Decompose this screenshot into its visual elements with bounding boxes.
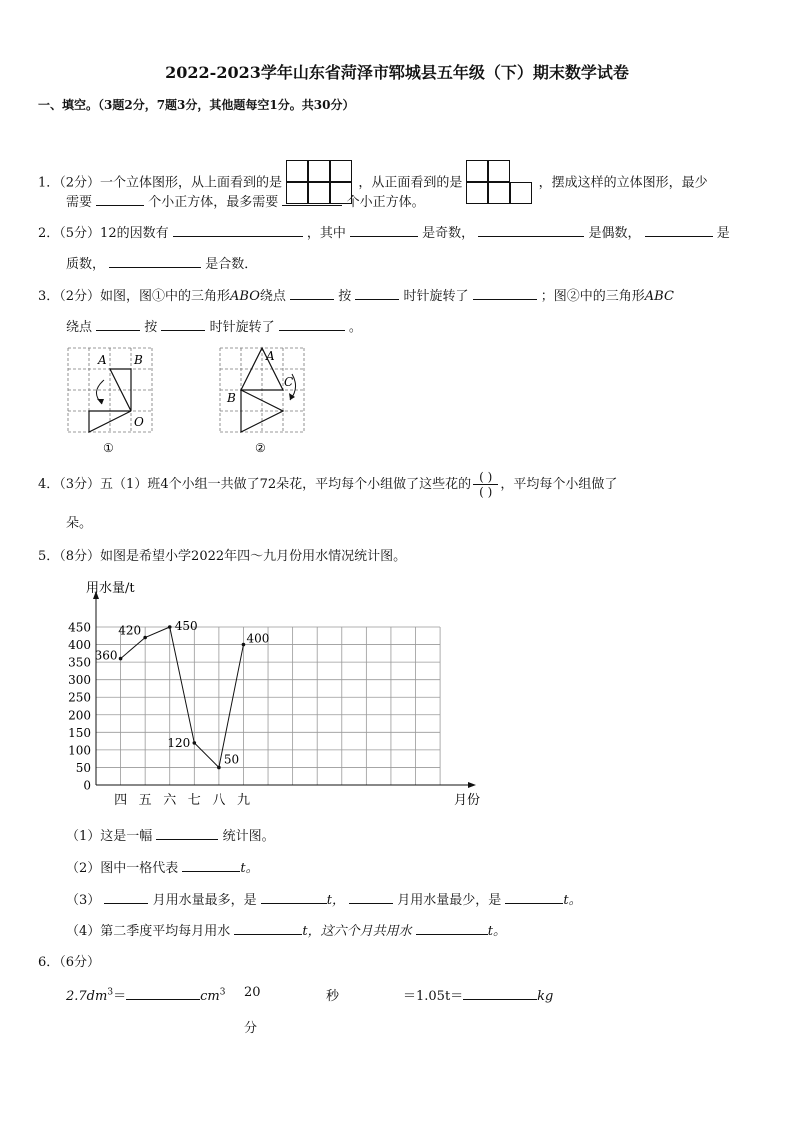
answer-blank[interactable] [104, 890, 148, 904]
q1-text-f: 个小正方体。 [346, 195, 425, 210]
q3-text-c: 按 [338, 289, 352, 304]
q6-a3-sup: 3 [219, 987, 226, 998]
data-label: 400 [246, 631, 270, 646]
q2-text-a: 2．（5分）12的因数有 [38, 226, 169, 241]
q5-s4a: （4）第二季度平均每月用水 [66, 924, 231, 939]
q3-text-d: 时针旋转了 [403, 289, 469, 304]
y-tick-label: 400 [68, 638, 91, 653]
answer-blank[interactable] [261, 890, 327, 904]
y-tick-label: 200 [68, 708, 91, 723]
question-5-part-1 [66, 825, 275, 844]
answer-blank[interactable] [282, 192, 342, 206]
x-tick-label: 七 [187, 793, 201, 808]
label-o: O [134, 415, 144, 429]
answer-blank[interactable] [173, 223, 303, 237]
label-c: C [284, 375, 294, 389]
question-2-line2 [66, 253, 257, 272]
q5-s3b: 月用水量最多，是 [152, 893, 257, 908]
fraction-denominator: ( ) [479, 485, 493, 499]
answer-blank[interactable] [416, 921, 488, 935]
q3-text-b: 绕点 [259, 289, 286, 304]
water-usage-chart [56, 570, 496, 815]
figure-caption: ② [255, 441, 266, 455]
y-tick-label: 100 [68, 743, 91, 758]
q6-a2: ＝ [113, 989, 127, 1004]
q4-text-b: ，平均每个小组做了 [500, 477, 618, 492]
chart-grid [96, 627, 440, 785]
question-6-row [66, 985, 225, 1004]
answer-blank[interactable] [350, 223, 418, 237]
y-tick-label: 450 [68, 620, 91, 635]
question-4 [38, 470, 617, 499]
page-title: 2022-2023学年山东省菏泽市郓城县五年级（下）期末数学试卷 [165, 63, 629, 82]
q6-b1: 20 [244, 985, 261, 1000]
y-tick-label: 350 [68, 655, 91, 670]
q6-d2: kg [537, 989, 554, 1004]
x-tick-label: 四 [114, 793, 128, 808]
answer-blank[interactable] [96, 192, 144, 206]
arrowhead-icon [97, 399, 104, 404]
answer-blank[interactable] [109, 254, 201, 268]
data-point [193, 741, 197, 745]
x-tick-label: 八 [212, 793, 226, 808]
x-tick-label: 九 [236, 793, 250, 808]
triangle-abc-label: ABC [644, 289, 674, 304]
answer-blank[interactable] [96, 317, 140, 331]
answer-blank[interactable] [182, 858, 240, 872]
q5-s2a: （2）图中一格代表 [66, 861, 179, 876]
q1-text-a: 1．（2分）一个立体图形，从上面看到的是 [38, 175, 283, 191]
q6-a1-sup: 3 [107, 987, 114, 998]
answer-blank[interactable] [290, 286, 334, 300]
data-label: 360 [94, 648, 118, 663]
q2-text-e: 是 [716, 226, 730, 241]
answer-blank[interactable] [126, 986, 200, 1000]
answer-blank[interactable] [478, 223, 584, 237]
y-tick-label: 250 [68, 690, 91, 705]
q4-text-a: 4．（3分）五（1）班4个小组一共做了72朵花，平均每个小组做了这些花的 [38, 477, 472, 492]
q6-c1: 秒 [326, 989, 340, 1004]
front-view-shape [466, 160, 534, 206]
data-point [217, 766, 221, 770]
label-a: A [266, 349, 275, 363]
q5-s2b: t。 [240, 861, 259, 876]
q2-text-g: 是合数． [205, 257, 258, 272]
x-axis-arrow-icon [468, 782, 476, 788]
answer-blank[interactable] [463, 986, 537, 1000]
answer-blank[interactable] [349, 890, 393, 904]
triangle-abo-label: ABO [230, 289, 260, 304]
fraction-numerator: ( ) [473, 470, 498, 485]
q3-text-a: 3．（2分）如图，图①中的三角形 [38, 289, 231, 304]
q6-head: 6．（6分） [38, 955, 101, 970]
rotation-figure-1 [60, 342, 160, 457]
answer-blank[interactable] [279, 317, 345, 331]
q5-s4c: t。 [487, 924, 507, 939]
chart-labels [68, 580, 480, 808]
label-b: B [134, 353, 143, 367]
question-2 [38, 222, 730, 241]
q5-s3c: t， [326, 893, 345, 908]
q2-text-c: 是奇数， [422, 226, 475, 241]
y-axis-label: 用水量/t [86, 581, 135, 596]
x-tick-label: 五 [138, 793, 152, 808]
section-heading: 一、填空。（3题2分，7题3分，其他题每空1分。共30分） [38, 98, 355, 112]
answer-blank[interactable] [645, 223, 713, 237]
figure-caption: ① [103, 441, 114, 455]
y-tick-label: 300 [68, 673, 91, 688]
answer-blank[interactable] [355, 286, 399, 300]
q5-s1b: 统计图。 [222, 829, 275, 844]
q5-intro: 5．（8分）如图是希望小学2022年四～九月份用水情况统计图。 [38, 549, 407, 564]
q5-s3e: t。 [563, 893, 582, 908]
question-5-part-2 [66, 857, 259, 876]
y-tick-label: 150 [68, 725, 91, 740]
q6-d [403, 985, 553, 1004]
q6-a3: cm [200, 989, 220, 1004]
answer-blank[interactable] [161, 317, 205, 331]
rotation-figure-2 [212, 342, 312, 457]
q3-text-e: ；图②中的三角形 [540, 289, 645, 304]
question-3-line2 [66, 316, 362, 335]
q5-s4b: t，这六个月共用水 [302, 924, 412, 939]
chart-axes [93, 591, 476, 788]
question-6 [38, 951, 100, 970]
data-point [168, 625, 172, 629]
question-3 [38, 285, 674, 304]
fraction-blank[interactable] [473, 470, 498, 499]
q2-text-b: ，其中 [306, 226, 346, 241]
q2-text-d: 是偶数， [588, 226, 641, 241]
q3-text-i: 。 [348, 320, 362, 335]
q5-s3a: （3） [66, 893, 101, 908]
data-label: 420 [118, 623, 142, 638]
question-1-line2 [66, 191, 425, 210]
q3-text-f: 绕点 [66, 320, 93, 335]
q2-text-f: 质数， [66, 257, 106, 272]
data-label: 450 [174, 619, 198, 633]
question-5-part-3 [66, 889, 582, 908]
question-5-part-4 [66, 920, 506, 939]
data-label: 120 [167, 735, 191, 750]
x-tick-label: 六 [163, 793, 177, 808]
y-tick-label: 50 [75, 760, 91, 775]
answer-blank[interactable] [156, 826, 218, 840]
question-5 [38, 545, 406, 564]
data-label: 50 [223, 752, 240, 767]
q5-s1a: （1）这是一幅 [66, 829, 153, 844]
q3-text-g: 按 [144, 320, 158, 335]
q4-text-c: 朵。 [66, 516, 93, 531]
question-4-line2 [66, 512, 92, 531]
answer-blank[interactable] [234, 921, 302, 935]
q3-text-h: 时针旋转了 [209, 320, 275, 335]
q1-text-e: 个小正方体，最多需要 [148, 195, 279, 210]
q5-s3d: 月用水量最少，是 [397, 893, 502, 908]
data-point [119, 657, 123, 661]
x-axis-label: 月份 [454, 793, 481, 808]
q6-b2: 分 [244, 1021, 258, 1036]
q1-text-d: 需要 [66, 195, 93, 210]
q1-text-b: ，从正面看到的是 [358, 175, 463, 191]
answer-blank[interactable] [473, 286, 537, 300]
q6-d1: ＝1.05t＝ [403, 989, 464, 1004]
q6-a1: 2.7dm [66, 989, 108, 1004]
data-point [143, 636, 147, 640]
answer-blank[interactable] [505, 890, 563, 904]
label-b: B [227, 391, 236, 405]
data-point [242, 643, 246, 647]
y-tick-label: 0 [83, 778, 91, 793]
q1-text-c: ，摆成这样的立体图形，最少 [538, 175, 708, 191]
label-a: A [98, 353, 107, 367]
